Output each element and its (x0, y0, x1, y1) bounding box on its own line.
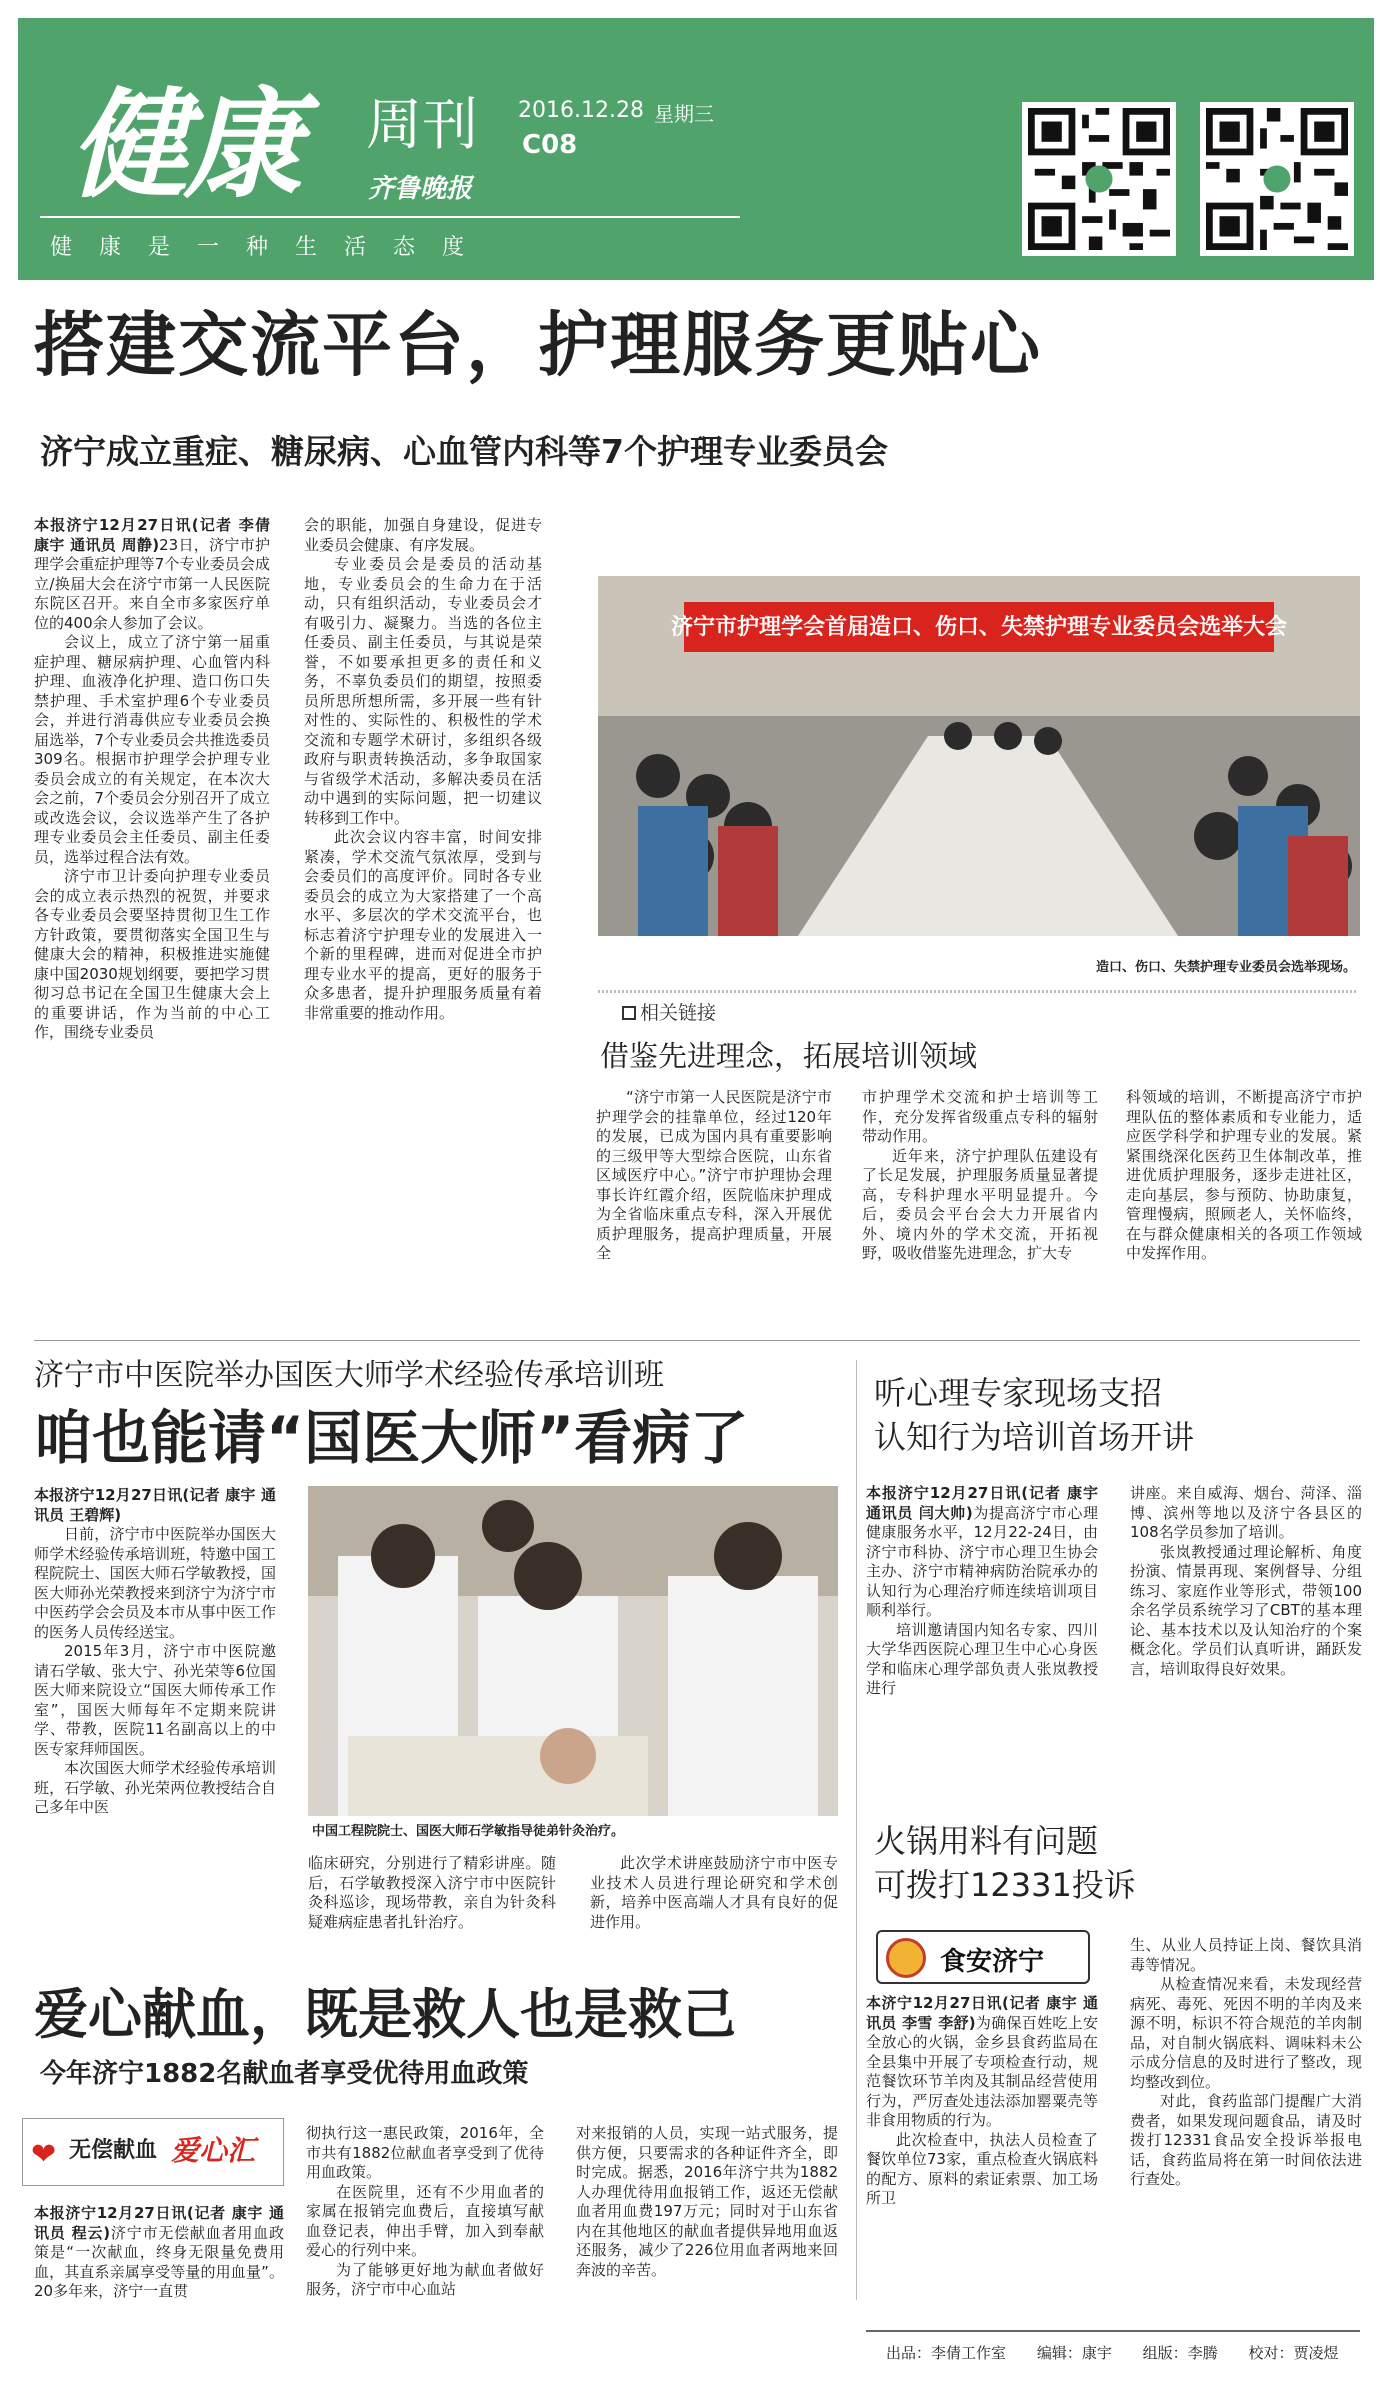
qr-code-left[interactable] (1022, 102, 1176, 256)
article1-subhead: 济宁成立重症、糖尿病、心血管内科等7个护理专业委员会 (40, 432, 888, 471)
article5-logo-text-1: 无偿献血 (69, 2138, 158, 2163)
sidebar1-tag: 相关链接 (622, 998, 716, 1025)
article4-logo (876, 1930, 1090, 1984)
qr-code-right[interactable] (1200, 102, 1354, 256)
column-divider (856, 1360, 857, 2300)
article4-headline-2: 可拨打12331投诉 (874, 1866, 1136, 1904)
article3-col-1 (866, 1484, 1098, 1810)
footer-edit-value: 康宇 (1081, 2344, 1112, 2362)
heart-hand-icon: ❤ (31, 2137, 57, 2172)
link-icon (622, 1006, 636, 1020)
qr-code-icon (1028, 108, 1170, 250)
sidebar1-rule (598, 990, 1358, 993)
article1-col-2 (304, 516, 542, 1336)
footer-editor-label: 出品： (886, 2344, 932, 2362)
article1-paragraph: 专业委员会是委员的活动基地，专业委员会的生命力在于活动，只有组织活动，专业委员会才有吸引力、凝聚力。当选的各位主任委员、副主任委员，与其说是荣誉，不如要承担更多的责任和义务，不辜负委员们的期望，按照委员所思所想所需，多开展一些有针对性的、实际性的、积极性的学术交流和专题学术研讨，多组织各级政府与职责转换活动，多争取国家与省级学术活动，多解决委员在活动中遇到的实际问题，把一切建议转移到工作中。 (304, 555, 542, 827)
masthead-slogan: 健 康 是 一 种 生 活 态 度 (50, 235, 474, 260)
article4-paragraph: 从检查情况来看，未发现经营病死、毒死、死因不明的羊肉及来源不明，标识不符合规范的羊肉制品，对自制火锅底料、调味料未公示成分信息的及时进行了整改，现均整改到位。 (1130, 1975, 1362, 2091)
sidebar1-col-2 (862, 1088, 1098, 1328)
article4-paragraph: 对此，食药监部门提醒广大消费者，如果发现问题食品，请及时拨打12331食品安全投诉举报电话，食药监局将在第一时间依法进行查处。 (1130, 2092, 1362, 2188)
meeting-photo (598, 576, 1360, 936)
divider (34, 1340, 1360, 1341)
sidebar1-paragraph: 市护理学术交流和护士培训等工作，充分发挥省级重点专科的辐射带动作用。 (862, 1088, 1098, 1145)
article5-col-3 (576, 2124, 838, 2324)
article2-col-3 (590, 1854, 838, 1964)
article5-headline: 爱心献血，既是救人也是救己 (34, 1983, 736, 2046)
article2-photo-caption: 中国工程院院士、国医大师石学敏指导徒弟针灸治疗。 (312, 1824, 625, 1839)
article1-paragraph: 此次会议内容丰富，时间安排紧凑，学术交流气氛浓厚，受到与会委员们的高度评价。同时各专业委员会的成立为大家搭建了一个高水平、多层次的学术交流平台，也标志着济宁护理专业的发展进入一个新的里程碑，进而对促进全市护理专业水平的提高，更好的服务于众多患者，提升护理服务质量有着非常重要的推动作用。 (304, 828, 542, 1022)
article2-byline: 本报济宁12月27日讯(记者 康宇 通讯员 王碧辉) (34, 1486, 276, 1524)
footer-design-value: 李腾 (1187, 2344, 1218, 2362)
article1-col-1 (34, 516, 270, 1336)
article1-photo-caption: 造口、伤口、失禁护理专业委员会选举现场。 (1095, 960, 1356, 975)
footer-proof-value: 贾凌煜 (1293, 2344, 1339, 2362)
article2-paragraph: 日前，济宁市中医院举办国医大师学术经验传承培训班，特邀中国工程院院士、国医大师石学敏教授，国医大师孙光荣教授来到济宁为济宁市中医药学会会员及本市从事中医工作的医务人员传经送宝。 (34, 1525, 276, 1641)
masthead-title: 健康 (70, 76, 299, 214)
banner-text: 济宁市护理学会首届造口、伤口、失禁护理专业委员会选举大会 (670, 615, 1288, 640)
article2-kicker: 济宁市中医院举办国医大师学术经验传承培训班 (34, 1358, 664, 1393)
article2-headline: 咱也能请“国医大师”看病了 (34, 1404, 749, 1472)
article1-paragraph: 会议上，成立了济宁第一届重症护理、糖尿病护理、心血管内科护理、血液净化护理、造口伤口失禁护理、手术室护理6个专业委员会，并进行消毒供应专业委员会换届选举，7个专业委员会共推选委员309名。根据市护理学会护理专业委员会成立的有关规定，在本次大会之前，7个委员会分别召开了成立或改选会议，会议选举产生了各护理专业委员会主任委员、副主任委员，选举过程合法有效。 (34, 633, 270, 866)
masthead-divider (40, 216, 740, 218)
acupuncture-photo (308, 1486, 838, 1816)
footer-proof-label: 校对： (1248, 2344, 1294, 2362)
masthead-weekly: 周刊 (366, 93, 478, 158)
article4-col-2 (1130, 1936, 1362, 2294)
article2-paragraph: 2015年3月，济宁市中医院邀请石学敏、张大宁、孙光荣等6位国医大师来院设立“国医大师传承工作室”，国医大师每年不定期来院讲学、带教，医院11名副高以上的中医专家拜师国医。 (34, 1642, 276, 1758)
article5-paragraph: 彻执行这一惠民政策，2016年，全市共有1882位献血者享受到了优待用血政策。 (306, 2124, 544, 2181)
article2-paragraph: 临床研究，分别进行了精彩讲座。随后，石学敏教授深入济宁市中医院针灸科巡诊，现场带教，亲自为针灸科疑难病症患者扎针治疗。 (308, 1854, 556, 1931)
footer-editor-value: 李倩工作室 (931, 2344, 1007, 2362)
article4-headline-1: 火锅用料有问题 (874, 1822, 1099, 1860)
article2-col-2 (308, 1854, 556, 1964)
masthead-date: 2016.12.28 (518, 98, 644, 123)
article3-col-2 (1130, 1484, 1362, 1810)
article5-byline: 本报济宁12月27日讯(记者 康宇 通讯员 程云)济宁市无偿献血者用血政策是“一次献血，终身无限量免费用血，其直系亲属享受等量的用血量”。20多年来，济宁一直贯 (34, 2204, 284, 2300)
sidebar1-title: 借鉴先进理念，拓展培训领域 (600, 1039, 978, 1073)
article1-paragraph: 会的职能，加强自身建设，促进专业委员会健康、有序发展。 (304, 516, 542, 554)
article3-paragraph: 张岚教授通过理论解析、角度扮演、情景再现、案例督导、分组练习、家庭作业等形式，带领100余名学员系统学习了CBT的基本理论、基本技术以及认知治疗的个案概念化。学员们认真听讲，踊跃发言，培训取得良好效果。 (1130, 1542, 1362, 1678)
article5-paragraph: 对来报销的人员，实现一站式服务，提供方便，只要需求的各种证件齐全，即时完成。据悉，2016年济宁共为1882人办理优待用血报销工作，返还无偿献血者用血费197万元；同时对于山东省内在其他地区的献血者提供异地用血返还服务，减少了226位用血者两地来回奔波的辛苦。 (576, 2124, 838, 2279)
pot-icon (886, 1938, 926, 1978)
article1-byline: 本报济宁12月27日讯(记者 李倩 康宇 通讯员 周静)23日，济宁市护理学会重症护理等7个专业委员会成立/换届大会在济宁市第一人民医院东院区召开。来自全市多家医疗单位的400余人参加了会议。 (34, 516, 270, 632)
masthead-paper: 齐鲁晚报 (368, 174, 473, 204)
footer-design-label: 组版： (1142, 2344, 1188, 2362)
article1-paragraph: 济宁市卫计委向护理专业委员会的成立表示热烈的祝贺，并要求各专业委员会要坚持贯彻卫生工作方针政策，要贯彻落实全国卫生与健康大会的精神，积极推进实施健康中国2030规划纲要，要把学习贯彻习总书记在全国卫生健康大会上的重要讲话，作为当前的中心工作，围绕专业委员 (34, 867, 270, 1041)
qr-code-icon (1206, 108, 1348, 250)
article2-paragraph: 本次国医大师学术经验传承培训班，石学敏、孙光荣两位教授结合自己多年中医 (34, 1759, 276, 1816)
article1-headline: 搭建交流平台，护理服务更贴心 (34, 304, 1042, 386)
article4-paragraph: 此次检查中，执法人员检查了餐饮单位73家，重点检查火锅底料的配方、原料的索证索票、加工场所卫 (866, 2130, 1098, 2207)
masthead-weekday: 星期三 (654, 102, 714, 126)
article5-paragraph: 为了能够更好地为献血者做好服务，济宁市中心血站 (306, 2260, 544, 2298)
article4-byline: 本济宁12月27日讯(记者 康宇 通讯员 李雪 李舒)为确保百姓吃上安全放心的火锅，金乡县食药监局在全县集中开展了专项检查行动，规范餐饮环节羊肉及其制品经营使用行为，严厉查处违法添加罂粟壳等非食用物质的行为。 (866, 1994, 1098, 2129)
footer (886, 2342, 1338, 2363)
article2-photo (308, 1486, 838, 1816)
article5-paragraph: 在医院里，还有不少用血者的家属在报销完血费后，直接填写献血登记表，伸出手臂，加入到奉献爱心的行列中来。 (306, 2182, 544, 2259)
article1-photo (598, 576, 1360, 936)
sidebar1-paragraph: 科领域的培训，不断提高济宁市护理队伍的整体素质和专业能力，适应医学科学和护理专业的发展。紧紧围绕深化医药卫生体制改革，推进优质护理服务，逐步走进社区，走向基层，参与预防、协助康复，管理慢病，照顾老人，关怀临终，在与群众健康相关的各项工作领域中发挥作用。 (1126, 1088, 1362, 1262)
article3-paragraph: 讲座。来自威海、烟台、菏泽、淄博、滨州等地以及济宁各县区的108名学员参加了培训。 (1130, 1484, 1362, 1541)
article4-col-1 (866, 1994, 1098, 2294)
footer-rule (866, 2330, 1360, 2332)
article5-logo-text-2: 爱心汇 (171, 2134, 256, 2167)
article2-paragraph: 此次学术讲座鼓励济宁市中医专业技术人员进行理论研究和学术创新，培养中医高端人才具有良好的促进作用。 (590, 1854, 838, 1931)
masthead-page: C08 (522, 130, 578, 160)
sidebar1-paragraph: 近年来，济宁护理队伍建设有了长足发展，护理服务质量显著提高，专科护理水平明显提升。今后，委员会平台会大力开展省内外、境内外的学术交流，开拓视野，吸收借鉴先进理念，扩大专 (862, 1146, 1098, 1262)
article3-headline-2: 认知行为培训首场开讲 (874, 1418, 1195, 1456)
article4-logo-text: 食安济宁 (940, 1947, 1045, 1977)
sidebar1-col-3 (1126, 1088, 1362, 1328)
article2-col-1 (34, 1486, 276, 1960)
masthead (18, 18, 1374, 280)
article5-logo (22, 2118, 284, 2186)
article4-paragraph: 生、从业人员持证上岗、餐饮具消毒等情况。 (1130, 1936, 1362, 1974)
article5-subhead: 今年济宁1882名献血者享受优待用血政策 (40, 2059, 529, 2089)
sidebar1-paragraph: “济宁市第一人民医院是济宁市护理学会的挂靠单位，经过120年的发展，已成为国内具有重要影响的三级甲等大型综合医院，山东省区域医疗中心。”济宁市护理协会理事长许红霞介绍，医院临床护理成为全省临床重点专科，深入开展优质护理服务，提高护理质量，开展全 (596, 1088, 832, 1262)
sidebar1-col-1 (596, 1088, 832, 1328)
article3-byline: 本报济宁12月27日讯(记者 康宇 通讯员 闫大帅)为提高济宁市心理健康服务水平，12月22-24日，由济宁市科协、济宁市心理卫生协会主办、济宁市精神病防治院承办的认知行为心理治疗师连续培训项目顺利举行。 (866, 1484, 1098, 1619)
article5-col-1 (34, 2204, 284, 2324)
footer-edit-label: 编辑： (1036, 2344, 1082, 2362)
article3-headline-1: 听心理专家现场支招 (874, 1374, 1163, 1412)
article5-col-2 (306, 2124, 544, 2324)
article3-paragraph: 培训邀请国内知名专家、四川大学华西医院心理卫生中心心身医学和临床心理学部负责人张岚教授进行 (866, 1620, 1098, 1697)
